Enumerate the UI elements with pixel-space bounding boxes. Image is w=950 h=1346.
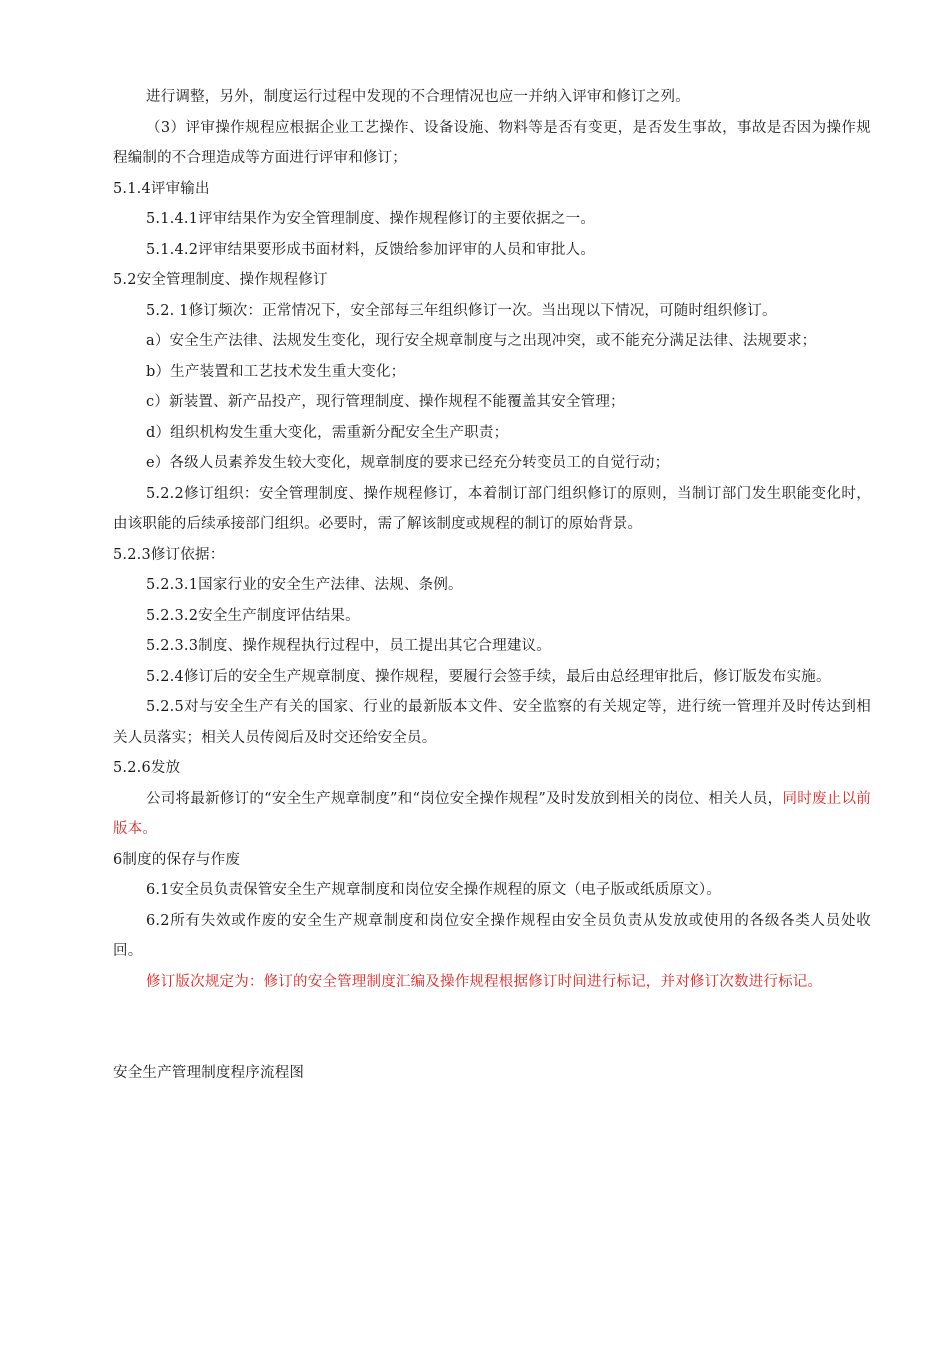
heading-5-2-3: 5.2.3修订依据： xyxy=(113,546,225,563)
paragraph-5-2-2: 5.2.2修订组织：安全管理制度、操作规程修订，本着制订部门组织修订的原则，当制订部门发生职能变化时，由该职能的后续承接部门组织。必要时，需了解该制度或规程的制订的原始背景。 xyxy=(113,485,871,532)
paragraph-revision-rule: 修订版次规定为：修订的安全管理制度汇编及操作规程根据修订时间进行标记，并对修订次数进行标记。 xyxy=(146,973,823,990)
paragraph-review-procedures: （3）评审操作规程应根据企业工艺操作、设备设施、物料等是否有变更，是否发生事故，事故是否因为操作规程编制的不合理造成等方面进行评审和修订； xyxy=(113,119,871,166)
heading-5-2-6: 5.2.6发放 xyxy=(113,760,181,776)
paragraph-6-2: 6.2所有失效或作废的安全生产规章制度和岗位安全操作规程由安全员负责从发放或使用的各级各类人员处收回。 xyxy=(113,912,871,959)
list-item-e: e）各级人员素养发生较大变化，规章制度的要求已经充分转变员工的自觉行动； xyxy=(146,455,670,471)
heading-6: 6制度的保存与作废 xyxy=(113,851,241,868)
paragraph-6-1: 6.1安全员负责保管安全生产规章制度和岗位安全操作规程的原文（电子版或纸质原文）。 xyxy=(146,882,722,898)
paragraph-5-2-5: 5.2.5对与安全生产有关的国家、行业的最新版本文件、安全监察的有关规定等，进行统一管理并及时传达到相关人员落实；相关人员传阅后及时交还给安全员。 xyxy=(113,699,871,746)
paragraph-5-2-1: 5.2. 1修订频次：正常情况下，安全部每三年组织修订一次。当出现以下情况，可随时组织修订。 xyxy=(146,302,777,319)
distribution-text: 公司将最新修订的“安全生产规章制度”和“岗位安全操作规程”及时发放到相关的岗位、相关人员， xyxy=(146,790,783,807)
paragraph-adjustment: 进行调整，另外，制度运行过程中发现的不合理情况也应一并纳入评审和修订之列。 xyxy=(146,89,690,105)
flowchart-title: 安全生产管理制度程序流程图 xyxy=(113,1065,305,1081)
paragraph-5-1-4-2: 5.1.4.2评审结果要形成书面材料，反馈给参加评审的人员和审批人。 xyxy=(146,241,596,258)
heading-5-1-4: 5.1.4评审输出 xyxy=(113,180,210,197)
spacer xyxy=(113,997,871,1058)
paragraph-5-1-4-1: 5.1.4.1评审结果作为安全管理制度、操作规程修订的主要依据之一。 xyxy=(146,211,596,227)
paragraph-5-2-3-2: 5.2.3.2安全生产制度评估结果。 xyxy=(146,607,360,624)
list-item-a: a）安全生产法律、法规发生变化，现行安全规章制度与之出现冲突，或不能充分满足法律、法规要求； xyxy=(146,333,817,349)
paragraph-5-2-3-3: 5.2.3.3制度、操作规程执行过程中，员工提出其它合理建议。 xyxy=(146,638,551,654)
paragraph-5-2-4: 5.2.4修订后的安全生产规章制度、操作规程，要履行会签手续，最后由总经理审批后，修订版发布实施。 xyxy=(146,668,831,685)
heading-5-2: 5.2安全管理制度、操作规程修订 xyxy=(113,272,328,288)
distribution-highlight: 同时废止以前版本。 xyxy=(113,790,872,837)
list-item-b: b）生产装置和工艺技术发生重大变化； xyxy=(146,363,406,380)
paragraph-distribution xyxy=(113,784,871,845)
paragraph-5-2-3-1: 5.2.3.1国家行业的安全生产法律、法规、条例。 xyxy=(146,577,463,593)
list-item-c: c）新装置、新产品投产，现行管理制度、操作规程不能覆盖其安全管理； xyxy=(146,394,625,410)
document-page xyxy=(113,82,871,1089)
list-item-d: d）组织机构发生重大变化，需重新分配安全生产职责； xyxy=(146,424,509,441)
